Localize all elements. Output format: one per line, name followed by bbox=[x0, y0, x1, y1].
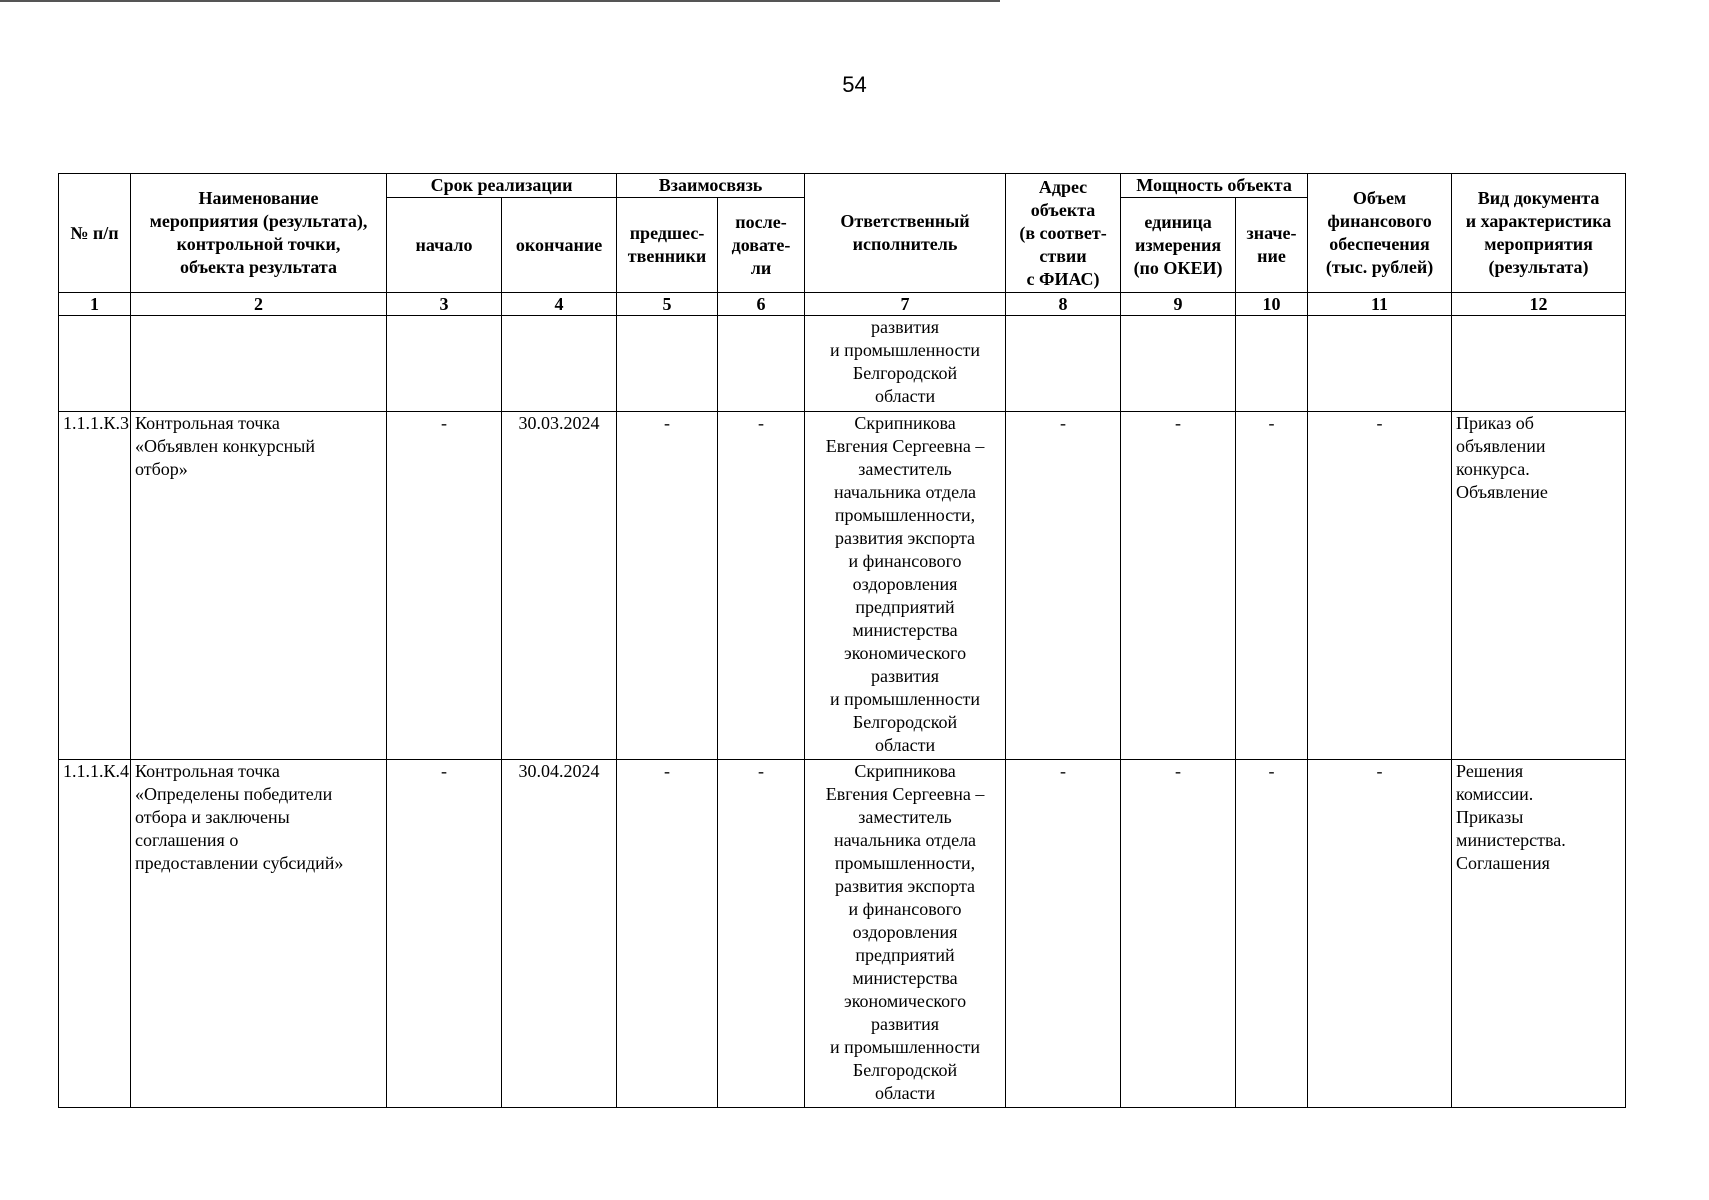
cell-executor: Скрипникова Евгения Сергеевна – заместитель начальника отдела промышленности, развития экспорта и финансового оздоровления предприятий министерства экономического развития и промышленности Белгородской области bbox=[805, 412, 1006, 760]
header-term-group: Срок реализации bbox=[387, 174, 617, 198]
header-term-start: начало bbox=[387, 198, 502, 293]
column-number: 1 bbox=[59, 293, 131, 316]
cell-num: 1.1.1.К.3 bbox=[59, 412, 131, 760]
cell-finance: - bbox=[1308, 760, 1452, 1108]
cell-end bbox=[502, 316, 617, 412]
cell-unit: - bbox=[1121, 412, 1236, 760]
cell-name: Контрольная точка «Объявлен конкурсный отбор» bbox=[131, 412, 387, 760]
cell-num bbox=[59, 316, 131, 412]
cell-name: Контрольная точка «Определены победители отбора и заключены соглашения о предоставлении субсидий» bbox=[131, 760, 387, 1108]
column-number: 12 bbox=[1452, 293, 1626, 316]
cell-name bbox=[131, 316, 387, 412]
cell-unit: - bbox=[1121, 760, 1236, 1108]
header-capacity-group: Мощность объекта bbox=[1121, 174, 1308, 198]
cell-unit bbox=[1121, 316, 1236, 412]
column-number: 9 bbox=[1121, 293, 1236, 316]
table-row-continuation bbox=[59, 316, 1626, 412]
header-capacity-unit: единица измерения (по ОКЕИ) bbox=[1121, 198, 1236, 293]
cell-doc bbox=[1452, 316, 1626, 412]
header-num: № п/п bbox=[59, 174, 131, 293]
header-link-pred: предшес- твенники bbox=[617, 198, 718, 293]
cell-succ: - bbox=[718, 760, 805, 1108]
cell-address: - bbox=[1006, 412, 1121, 760]
cell-value bbox=[1236, 316, 1308, 412]
header-address: Адрес объекта (в соответ- ствии с ФИАС) bbox=[1006, 174, 1121, 293]
header-link-group: Взаимосвязь bbox=[617, 174, 805, 198]
cell-value: - bbox=[1236, 412, 1308, 760]
cell-doc: Приказ об объявлении конкурса. Объявление bbox=[1452, 412, 1626, 760]
column-number: 11 bbox=[1308, 293, 1452, 316]
cell-doc: Решения комиссии. Приказы министерства. Соглашения bbox=[1452, 760, 1626, 1108]
header-name: Наименование мероприятия (результата), контрольной точки, объекта результата bbox=[131, 174, 387, 293]
cell-end: 30.03.2024 bbox=[502, 412, 617, 760]
column-number: 4 bbox=[502, 293, 617, 316]
header-capacity-value: значе- ние bbox=[1236, 198, 1308, 293]
plan-table bbox=[58, 173, 1626, 1108]
table-row bbox=[59, 412, 1626, 760]
cell-address: - bbox=[1006, 760, 1121, 1108]
cell-address bbox=[1006, 316, 1121, 412]
cell-pred: - bbox=[617, 412, 718, 760]
column-number: 10 bbox=[1236, 293, 1308, 316]
cell-executor: развития и промышленности Белгородской области bbox=[805, 316, 1006, 412]
cell-executor: Скрипникова Евгения Сергеевна – заместитель начальника отдела промышленности, развития экспорта и финансового оздоровления предприятий министерства экономического развития и промышленности Белгородской области bbox=[805, 760, 1006, 1108]
cell-value: - bbox=[1236, 760, 1308, 1108]
top-rule bbox=[0, 0, 1000, 2]
page-number: 54 bbox=[842, 72, 867, 97]
table-row bbox=[59, 760, 1626, 1108]
cell-start bbox=[387, 316, 502, 412]
header-executor: Ответственный исполнитель bbox=[805, 174, 1006, 293]
cell-start: - bbox=[387, 412, 502, 760]
column-number: 6 bbox=[718, 293, 805, 316]
cell-num: 1.1.1.К.4 bbox=[59, 760, 131, 1108]
header-doc-type: Вид документа и характеристика мероприятия (результата) bbox=[1452, 174, 1626, 293]
column-numbers-row bbox=[59, 293, 1626, 316]
cell-finance bbox=[1308, 316, 1452, 412]
cell-pred: - bbox=[617, 760, 718, 1108]
column-number: 7 bbox=[805, 293, 1006, 316]
header-term-end: окончание bbox=[502, 198, 617, 293]
cell-pred bbox=[617, 316, 718, 412]
header-finance: Объем финансового обеспечения (тыс. рублей) bbox=[1308, 174, 1452, 293]
column-number: 8 bbox=[1006, 293, 1121, 316]
column-number: 2 bbox=[131, 293, 387, 316]
cell-finance: - bbox=[1308, 412, 1452, 760]
header-link-succ: после- довате- ли bbox=[718, 198, 805, 293]
cell-start: - bbox=[387, 760, 502, 1108]
cell-succ: - bbox=[718, 412, 805, 760]
column-number: 3 bbox=[387, 293, 502, 316]
cell-succ bbox=[718, 316, 805, 412]
cell-end: 30.04.2024 bbox=[502, 760, 617, 1108]
column-number: 5 bbox=[617, 293, 718, 316]
